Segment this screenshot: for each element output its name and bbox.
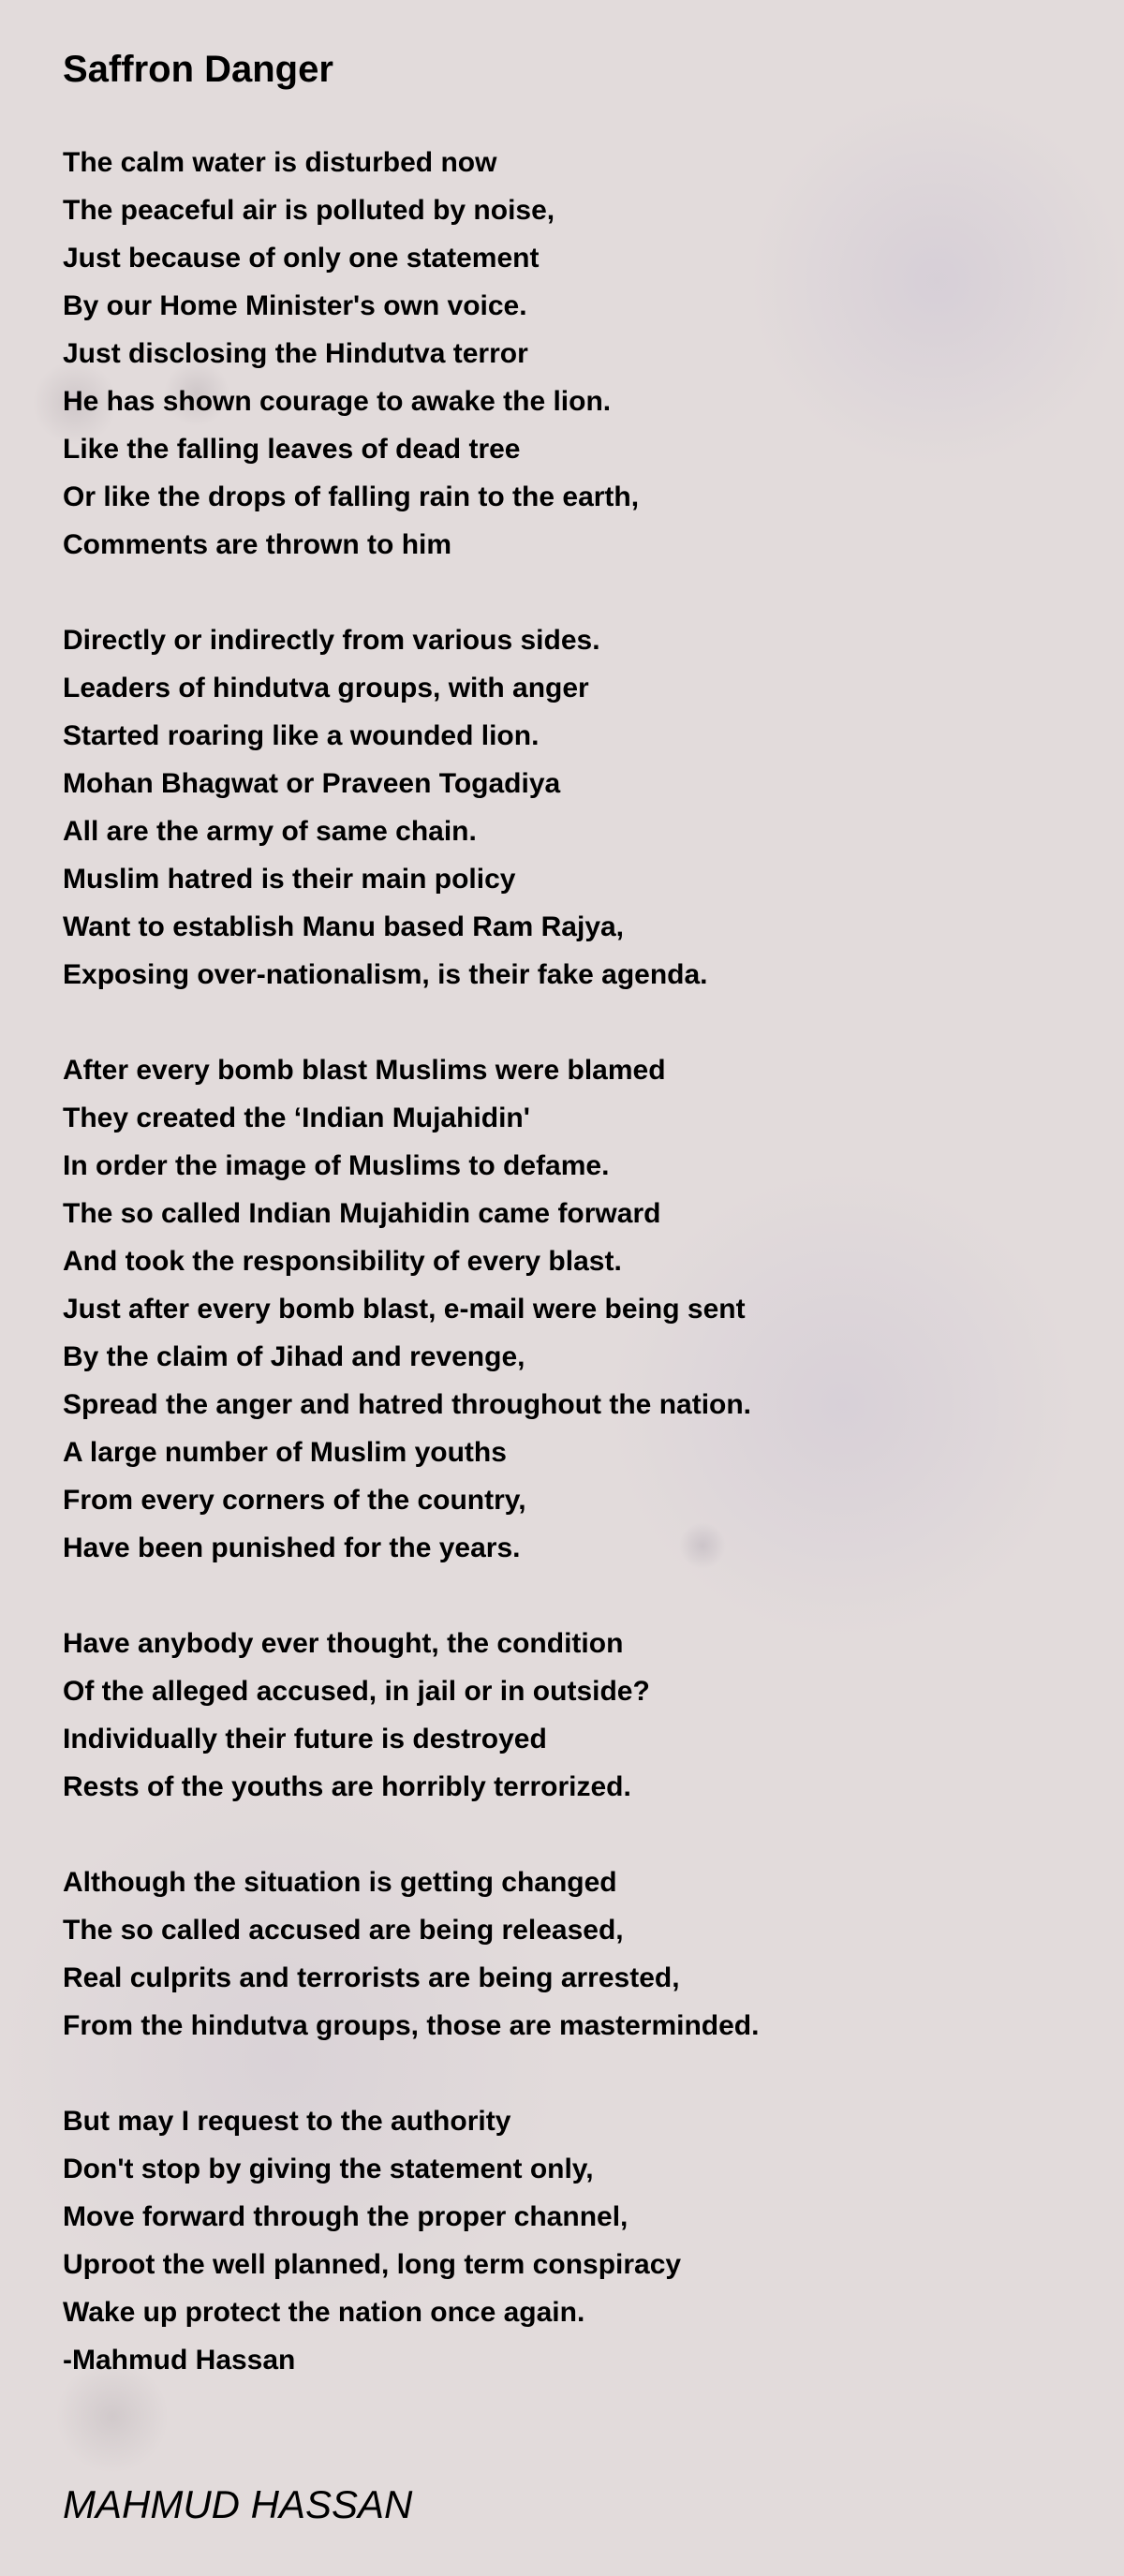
poem-line: Don't stop by giving the statement only, [63,2154,594,2184]
stanza-break [63,999,759,1046]
poem-line: By our Home Minister's own voice. [63,290,527,321]
poem-line: The calm water is disturbed now [63,147,497,178]
poem-line: Directly or indirectly from various sides. [63,625,600,656]
poem-line: Comments are thrown to him [63,529,452,560]
poem-line: From the hindutva groups, those are masterminded. [63,2010,760,2041]
poem-line: Although the situation is getting changed [63,1867,617,1898]
poem-line: Rests of the youths are horribly terrorized. [63,1771,631,1802]
poem-line: Spread the anger and hatred throughout the nation. [63,1389,752,1420]
poem-line: Uproot the well planned, long term conspiracy [63,2249,682,2280]
poem-line: -Mahmud Hassan [63,2345,296,2376]
poem-line: From every corners of the country, [63,1485,526,1516]
poem-line: Move forward through the proper channel, [63,2201,629,2232]
poem-line: Real culprits and terrorists are being arrested, [63,1962,680,1993]
stanza-break [63,1572,759,1620]
poem-line: He has shown courage to awake the lion. [63,386,612,417]
poem-line: Have been punished for the years. [63,1532,521,1563]
poem-line: Just after every bomb blast, e-mail were being sent [63,1294,746,1325]
poem-line: A large number of Muslim youths [63,1437,507,1468]
poem-line: They created the ‘Indian Mujahidin' [63,1103,530,1133]
poem-line: Just disclosing the Hindutva terror [63,338,528,369]
poem-line: The so called Indian Mujahidin came forward [63,1198,661,1229]
poem-line: Have anybody ever thought, the condition [63,1628,624,1659]
poem-line: Started roaring like a wounded lion. [63,720,540,751]
poem-line: Individually their future is destroyed [63,1724,547,1754]
author-name: MAHMUD HASSAN [63,2482,413,2526]
poem-line: And took the responsibility of every blast. [63,1246,622,1277]
poem-line: But may I request to the authority [63,2106,511,2137]
poem-line: The peaceful air is polluted by noise, [63,195,555,226]
poem-line: Like the falling leaves of dead tree [63,434,521,465]
poem-line: After every bomb blast Muslims were blamed [63,1055,666,1086]
poem-line: Leaders of hindutva groups, with anger [63,673,589,703]
poem-body [63,139,759,2384]
poem-title: Saffron Danger [63,49,333,90]
poem-line: By the claim of Jihad and revenge, [63,1341,525,1372]
poem-line: Mohan Bhagwat or Praveen Togadiya [63,768,561,799]
poem-line: Exposing over-nationalism, is their fake agenda. [63,959,708,990]
poem-line: Wake up protect the nation once again. [63,2297,585,2328]
stanza-break [63,2050,759,2097]
poem-line: Just because of only one statement [63,243,540,274]
stanza-break [63,1811,759,1858]
stanza-break [63,569,759,616]
poem-line: Of the alleged accused, in jail or in outside? [63,1676,650,1707]
poem-line: The so called accused are being released, [63,1915,624,1946]
poem-line: Want to establish Manu based Ram Rajya, [63,911,625,942]
poem-line: Or like the drops of falling rain to the earth, [63,481,640,512]
poem-line: Muslim hatred is their main policy [63,864,516,895]
poem-line: In order the image of Muslims to defame. [63,1150,610,1181]
poem-line: All are the army of same chain. [63,816,477,847]
